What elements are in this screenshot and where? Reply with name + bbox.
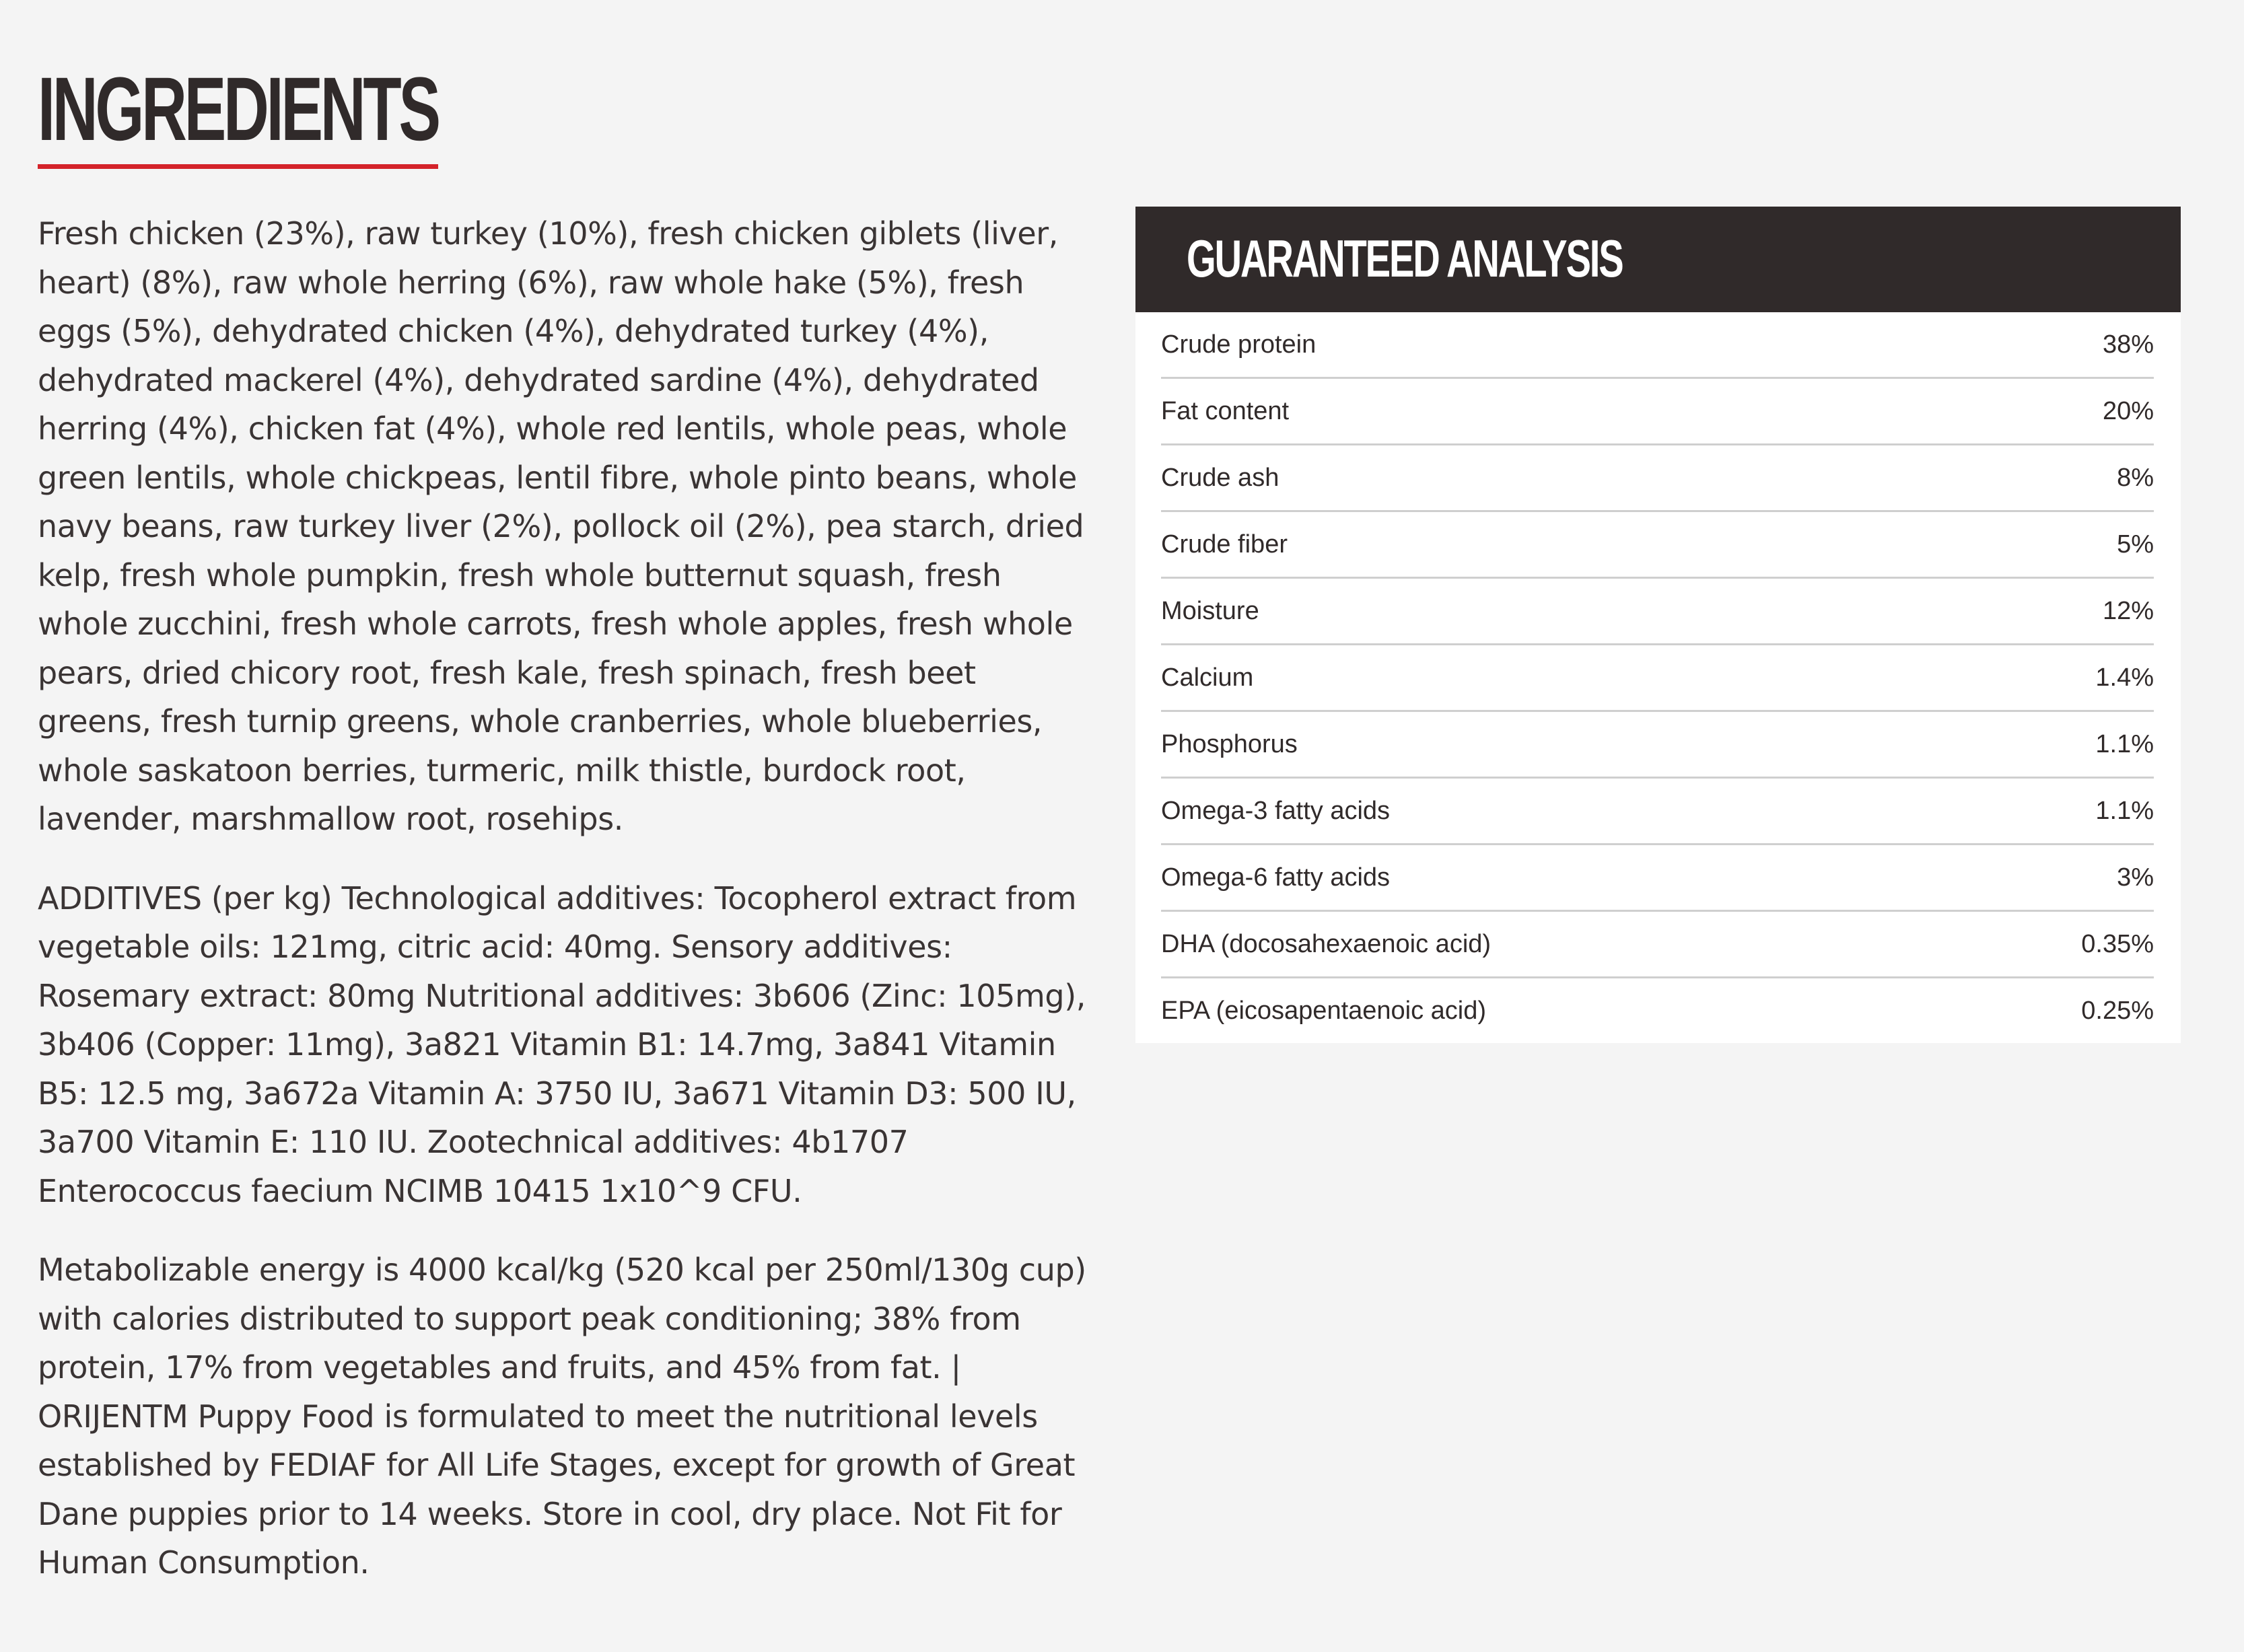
analysis-row-label: Phosphorus	[1161, 729, 1298, 758]
ingredients-section	[38, 59, 1088, 1587]
analysis-row-value: 3%	[2117, 863, 2154, 892]
analysis-row-label: Crude fiber	[1161, 530, 1288, 559]
analysis-row-crude-fiber	[1161, 512, 2154, 579]
analysis-table	[1135, 312, 2181, 1043]
analysis-row-epa	[1161, 978, 2154, 1043]
guaranteed-analysis-panel	[1135, 207, 2181, 1043]
analysis-row-label: EPA (eicosapentaenoic acid)	[1161, 996, 1487, 1025]
analysis-row-value: 5%	[2117, 530, 2154, 559]
ingredients-heading: INGREDIENTS	[38, 65, 438, 169]
analysis-row-label: Omega-3 fatty acids	[1161, 796, 1391, 825]
analysis-row-label: Crude ash	[1161, 463, 1279, 492]
analysis-row-value: 1.4%	[2095, 663, 2154, 692]
analysis-row-omega-3	[1161, 779, 2154, 845]
analysis-row-value: 20%	[2102, 396, 2154, 425]
analysis-row-label: Moisture	[1161, 596, 1259, 625]
analysis-row-moisture	[1161, 579, 2154, 645]
additives-paragraph: ADDITIVES (per kg) Technological additives: Tocopherol extract from vegetable oils: 121mg, citric acid: 40mg. Sensory additives: Rosemary extract: 80mg Nutritional additives: 3b606 (Zinc: 105mg), 3b406 (Copper: 11mg), 3a821 Vitamin B1: 14.7mg, 3a841 Vitamin B5: 12.5 mg, 3a672a Vitamin A: 3750 IU, 3a671 Vitamin D3: 500 IU, 3a700 Vitamin E: 110 IU. Zootechnical additives: 4b1707 Enterococcus faecium NCIMB 10415 1x10^9 CFU.	[38, 879, 1086, 1209]
analysis-row-calcium	[1161, 645, 2154, 712]
analysis-row-phosphorus	[1161, 712, 2154, 779]
analysis-row-value: 12%	[2102, 596, 2154, 625]
analysis-row-label: Omega-6 fatty acids	[1161, 863, 1391, 892]
analysis-row-fat-content	[1161, 379, 2154, 445]
analysis-row-label: DHA (docosahexaenoic acid)	[1161, 929, 1492, 958]
analysis-row-label: Calcium	[1161, 663, 1254, 692]
analysis-row-crude-protein	[1161, 312, 2154, 379]
energy-paragraph: Metabolizable energy is 4000 kcal/kg (520 kcal per 250ml/130g cup) with calories distributed to support peak conditioning; 38% from protein, 17% from vegetables and fruits, and 45% from fat. | ORIJENTM Puppy Food is formulated to meet the nutritional levels established by FEDIAF for All Life Stages, except for growth of Great Dane puppies prior to 14 weeks. Store in cool, dry place. Not Fit for Human Consumption.	[38, 1252, 1086, 1581]
analysis-row-value: 8%	[2117, 463, 2154, 492]
analysis-row-dha	[1161, 912, 2154, 978]
analysis-row-value: 0.25%	[2081, 996, 2154, 1025]
analysis-row-value: 1.1%	[2095, 796, 2154, 825]
analysis-row-label: Crude protein	[1161, 330, 1317, 359]
guaranteed-analysis-title: GUARANTEED ANALYSIS	[1187, 229, 1623, 288]
analysis-row-crude-ash	[1161, 445, 2154, 512]
analysis-row-value: 0.35%	[2081, 929, 2154, 958]
analysis-row-value: 1.1%	[2095, 729, 2154, 758]
analysis-row-label: Fat content	[1161, 396, 1290, 425]
ingredients-list-paragraph: Fresh chicken (23%), raw turkey (10%), fresh chicken giblets (liver, heart) (8%), raw whole herring (6%), raw whole hake (5%), fresh eggs (5%), dehydrated chicken (4%), dehydrated turkey (4%), dehydrated mackerel (4%), dehydrated sardine (4%), dehydrated herring (4%), chicken fat (4%), whole red lentils, whole peas, whole green lentils, whole chickpeas, lentil fibre, whole pinto beans, whole navy beans, raw turkey liver (2%), pollock oil (2%), pea starch, dried kelp, fresh whole pumpkin, fresh whole butternut squash, fresh whole zucchini, fresh whole carrots, fresh whole apples, fresh whole pears, dried chicory root, fresh kale, fresh spinach, fresh beet greens, fresh turnip greens, whole cranberries, whole blueberries, whole saskatoon berries, turmeric, milk thistle, burdock root, lavender, marshmallow root, rosehips.	[38, 215, 1084, 837]
guaranteed-analysis-header	[1135, 207, 2181, 312]
analysis-row-value: 38%	[2102, 330, 2154, 359]
analysis-row-omega-6	[1161, 845, 2154, 912]
